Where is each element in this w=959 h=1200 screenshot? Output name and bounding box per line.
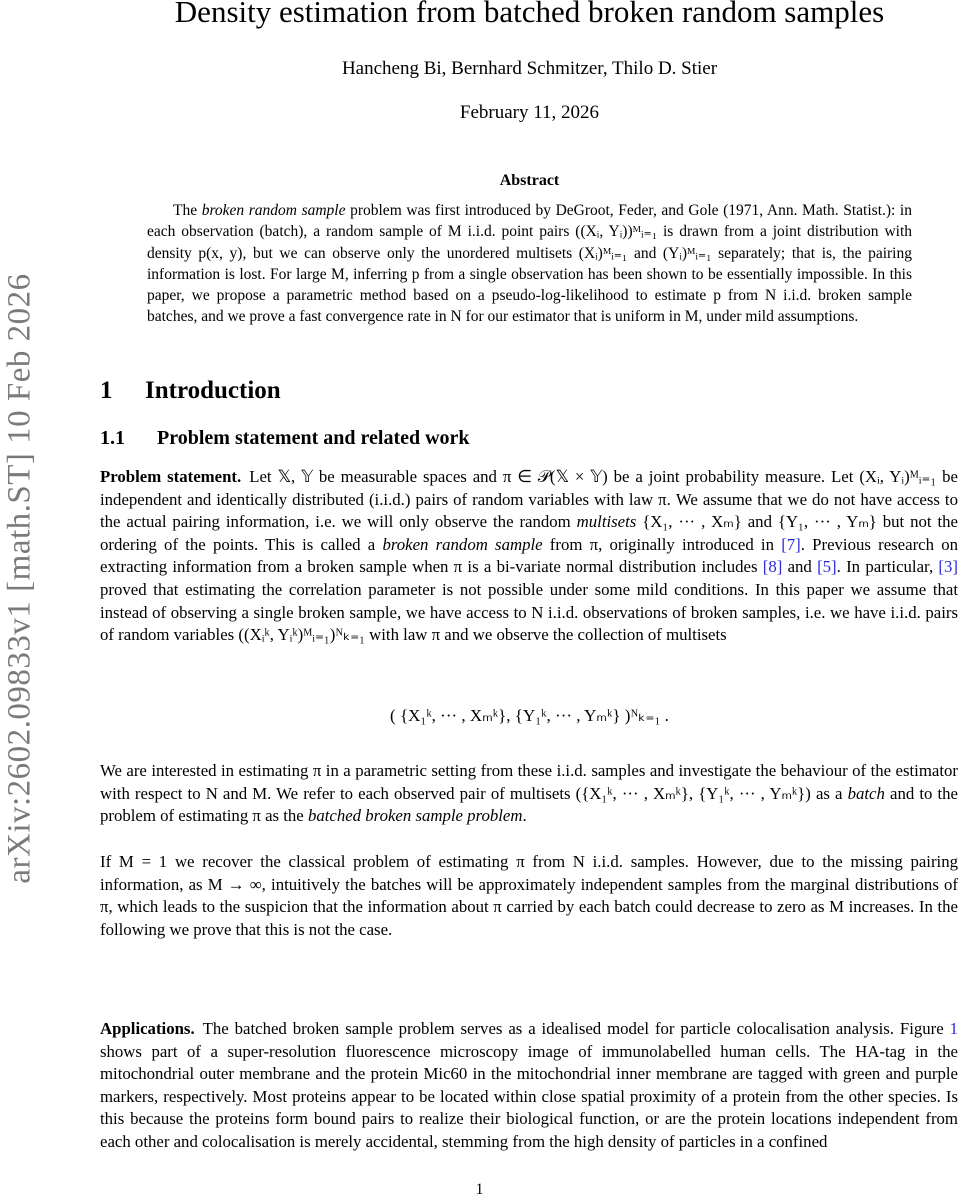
problem-statement-text-2: {X₁, ··· , Xₘ} and {Y₁, ··· , Yₘ} but not the ordering of the points. This is called a: [100, 512, 958, 554]
abstract-text: problem was first introduced by DeGroot, Feder, and Gole (1971, Ann. Math. Statist.): in each observation (batch), a random sample of M i.i.d. point pairs ((Xᵢ, Yᵢ))ᴹᵢ₌₁ is drawn from a joint distribution with density p(x, y), but we can observe only the unordered multisets (Xᵢ)ᴹᵢ₌₁ and (Yᵢ)ᴹᵢ₌₁ separately; that is, the pairing information is lost. For large M, inferring p from a single observation has been shown to be essentially impossible. In this paper, we propose a parametric method based on a pseudo-log-likelihood to estimate p from N i.i.d. broken sample batches, and we prove a fast convergence rate in N for our estimator that is uniform in M, under mild assumptions.: [147, 202, 912, 326]
citation-link-7[interactable]: [7]: [781, 534, 801, 554]
abstract-term: broken random sample: [201, 202, 346, 219]
abstract-body: [147, 200, 912, 328]
problem-statement-text-7: proved that estimating the correlation parameter is not possible under some mild conditions. In this paper we assume that instead of observing a single broken sample, we have access to N i.i.d. observations of broken samples, i.e. we have i.i.d. pairs of random variables ((Xᵢᵏ, Yᵢᵏ)ᴹᵢ₌₁)ᴺₖ₌₁ with law π and we observe the collection of multisets: [100, 579, 958, 645]
paper-title: Density estimation from batched broken random samples: [174, 0, 885, 29]
problem-statement-text-5: and: [782, 557, 818, 577]
applications-text-1: The batched broken sample problem serves as a idealised model for particle colocalisation analysis. Figure: [202, 1019, 950, 1038]
problem-statement-text-4: . Previous research on extracting information from a broken sample when π is a bi-variate normal distribution includes: [100, 534, 958, 577]
subsection-title: Problem statement and related work: [157, 427, 470, 449]
display-equation: ( {X₁ᵏ, ··· , Xₘᵏ}, {Y₁ᵏ, ··· , Yₘᵏ} )ᴺₖ₌₁ .: [390, 706, 669, 725]
section-number: 1: [100, 377, 113, 404]
problem-statement-paragraph: [100, 466, 959, 647]
abstract-heading: Abstract: [499, 172, 560, 189]
estimation-em-problem: batched broken sample problem: [307, 806, 523, 826]
estimation-text-2: and to the problem of estimating π as the: [100, 783, 958, 826]
paper-authors: Hancheng Bi, Bernhard Schmitzer, Thilo D. Stier: [341, 58, 718, 79]
problem-statement-text-1: Let 𝕏, 𝕐 be measurable spaces and π ∈ 𝒫(𝕏 × 𝕐) be a joint probability measure. Let (Xᵢ, Yᵢ)ᴹᵢ₌₁ be independent and identically distributed (i.i.d.) pairs of random variables with law π. We assume that we do not have access to the actual pairing information, i.e. we will only observe the random: [100, 467, 958, 532]
arxiv-identifier-stamp: [0, 208, 40, 948]
applications-paragraph: [100, 1018, 959, 1154]
applications-runin: Applications.: [100, 1019, 195, 1038]
citation-link-3[interactable]: [3]: [938, 557, 958, 577]
problem-statement-text-6: . In particular,: [836, 557, 939, 577]
problem-statement-runin: Problem statement.: [100, 467, 242, 486]
abstract-intro: The: [173, 202, 202, 219]
subsection-number: 1.1: [100, 427, 125, 449]
estimation-text-1: We are interested in estimating π in a parametric setting from these i.i.d. samples and investigate the behaviour of the estimator with respect to N and M. We refer to each observed pair of multisets ({X₁ᵏ, ··· , Xₘᵏ}, {Y₁ᵏ, ··· , Yₘᵏ}) as a: [100, 761, 958, 803]
citation-link-8[interactable]: [8]: [762, 557, 783, 577]
arxiv-identifier-text: arXiv:2602.09833v1 [math.ST] 10 Feb 2026: [1, 272, 38, 884]
estimation-text-3: .: [522, 806, 527, 826]
subsection-heading: [100, 427, 470, 450]
section-heading: [100, 377, 281, 405]
problem-statement-em-broken-sample: broken random sample: [382, 534, 543, 554]
applications-text-2: shows part of a super-resolution fluorescence microscopy image of immunolabelled human cells. The HA-tag in the mitochondrial outer membrane and the protein Mic60 in the mitochondrial inner membrane are tagged with green and purple markers, respectively. Most proteins appear to be located within close spatial proximity of a protein from the other species. Is this because the proteins form bound pairs to realize their biological function, or are the protein locations independent from each other and colocalisation is merely accidental, stemming from the high density of particles in a confined: [100, 1041, 958, 1151]
m-equals-one-paragraph: If M = 1 we recover the classical problem of estimating π from N i.i.d. samples. However, due to the missing pairing information, as M → ∞, intuitively the batches will be approximately independent samples from the marginal distributions of π, which leads to the suspicion that the information about π carried by each batch could decrease to zero as M increases. In the following we prove that this is not the case.: [100, 852, 958, 939]
section-title: Introduction: [145, 377, 281, 404]
problem-statement-em-multisets: multisets: [576, 512, 637, 532]
citation-link-5[interactable]: [5]: [817, 557, 837, 577]
figure-reference-link[interactable]: 1: [949, 1019, 958, 1038]
estimation-em-batch: batch: [847, 783, 885, 803]
estimation-paragraph: [100, 760, 959, 828]
paper-date: February 11, 2026: [459, 102, 600, 123]
problem-statement-text-3: from π, originally introduced in: [542, 534, 782, 554]
page-number: 1: [475, 1181, 484, 1198]
